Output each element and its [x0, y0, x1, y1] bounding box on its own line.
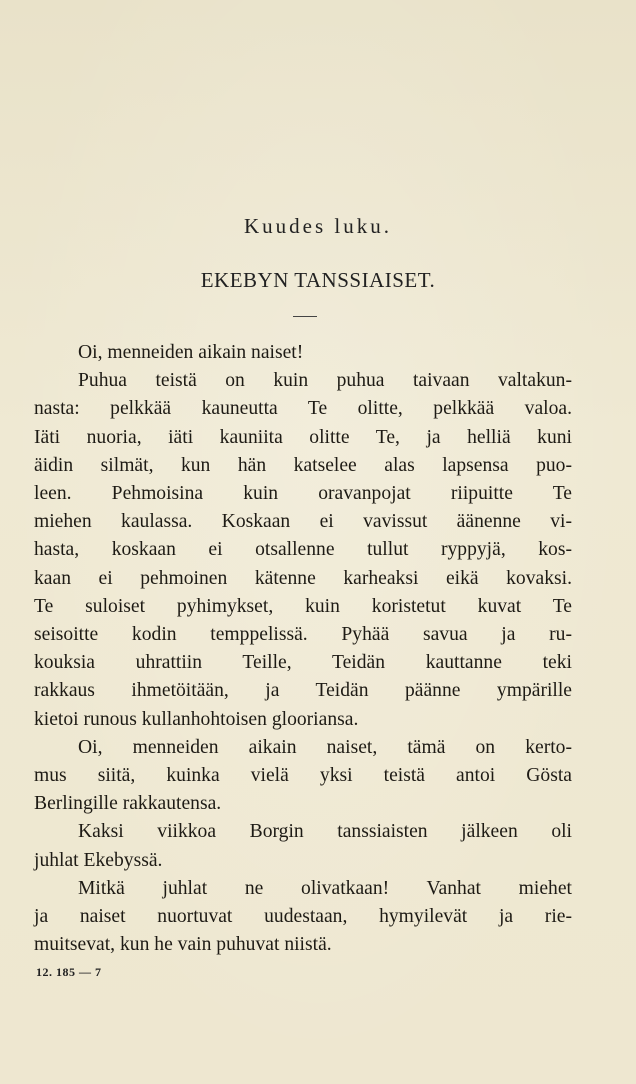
chapter-body — [34, 339, 572, 959]
text-line: Puhua teistä on kuin puhua taivaan valtakun- — [78, 370, 572, 392]
text-line: muitsevat, kun he vain puhuvat niistä. — [34, 934, 332, 956]
text-line: ja naiset nuortuvat uudestaan, hymyilevät ja rie- — [34, 906, 572, 928]
text-line: mus siitä, kuinka vielä yksi teistä antoi Gösta — [34, 765, 572, 787]
text-line: seisoitte kodin temppelissä. Pyhää savua ja ru- — [34, 624, 572, 646]
text-line: hasta, koskaan ei otsallenne tullut ryppyjä, kos- — [34, 539, 572, 561]
text-line: nasta: pelkkää kauneutta Te olitte, pelkkää valoa. — [34, 398, 572, 420]
paragraph-4 — [34, 818, 572, 874]
paragraph-5 — [34, 875, 572, 960]
printer-signature-mark: 12. 185 — 7 — [36, 965, 102, 979]
text-line: Oi, menneiden aikain naiset, tämä on kerto- — [78, 736, 572, 758]
text-line: leen. Pehmoisina kuin oravanpojat riipuitte Te — [34, 483, 572, 505]
paragraph-2 — [34, 367, 572, 734]
text-line: kouksia uhrattiin Teille, Teidän kauttanne teki — [34, 652, 572, 674]
paragraph-3 — [34, 734, 572, 819]
text-line: äidin silmät, kun hän katselee alas lapsensa puo- — [34, 454, 572, 476]
title-divider — [293, 316, 317, 317]
text-line: Te suloiset pyhimykset, kuin koristetut kuvat Te — [34, 595, 572, 617]
text-line: Iäti nuoria, iäti kauniita olitte Te, ja helliä kuni — [34, 426, 572, 448]
text-line: Kaksi viikkoa Borgin tanssiaisten jälkeen oli — [78, 821, 572, 843]
paragraph-1 — [34, 339, 572, 367]
text-line: kaan ei pehmoinen kätenne karheaksi eikä kovaksi. — [34, 567, 572, 589]
text-line: miehen kaulassa. Koskaan ei vavissut äänenne vi- — [34, 511, 572, 533]
text-line: Mitkä juhlat ne olivatkaan! Vanhat miehet — [78, 877, 572, 899]
text-line: Oi, menneiden aikain naiset! — [78, 342, 304, 363]
chapter-title: EKEBYN TANSSIAISET. — [200, 268, 436, 292]
text-line: rakkaus ihmetöitään, ja Teidän päänne ympärille — [34, 680, 572, 702]
text-line: kietoi runous kullanhohtoisen glooriansa. — [34, 708, 359, 730]
text-line: Berlingille rakkautensa. — [34, 793, 222, 815]
text-line: juhlat Ekebyssä. — [34, 849, 163, 871]
chapter-number: Kuudes luku. — [244, 214, 392, 238]
